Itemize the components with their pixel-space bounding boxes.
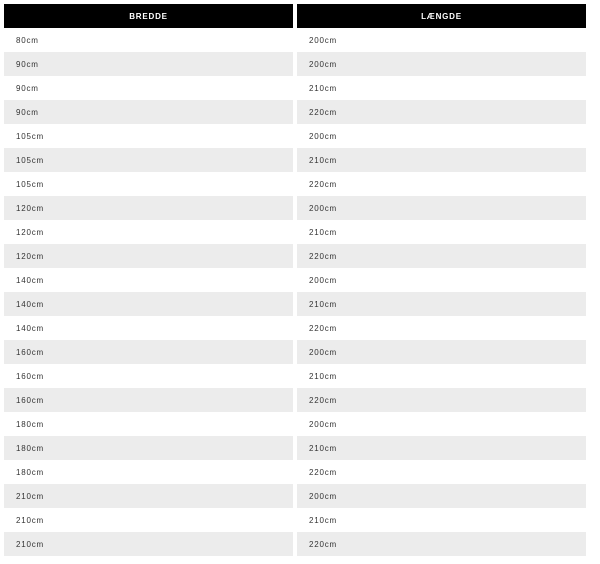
width-cell: 180cm <box>4 412 293 436</box>
table-header-row <box>4 4 586 28</box>
width-cell: 80cm <box>4 28 293 52</box>
width-cell: 120cm <box>4 244 293 268</box>
length-cell: 210cm <box>297 508 586 532</box>
table-row <box>4 316 586 340</box>
width-cell: 90cm <box>4 76 293 100</box>
width-cell: 210cm <box>4 532 293 556</box>
table-row <box>4 52 586 76</box>
width-cell: 120cm <box>4 196 293 220</box>
length-cell: 220cm <box>297 244 586 268</box>
table-row <box>4 388 586 412</box>
width-cell: 140cm <box>4 268 293 292</box>
table-row <box>4 436 586 460</box>
length-cell: 210cm <box>297 292 586 316</box>
table-row <box>4 532 586 556</box>
table-row <box>4 172 586 196</box>
width-cell: 210cm <box>4 508 293 532</box>
table-row <box>4 412 586 436</box>
length-cell: 200cm <box>297 340 586 364</box>
width-cell: 160cm <box>4 364 293 388</box>
length-cell: 220cm <box>297 316 586 340</box>
width-cell: 120cm <box>4 220 293 244</box>
width-cell: 160cm <box>4 388 293 412</box>
table-row <box>4 28 586 52</box>
table-row <box>4 244 586 268</box>
length-cell: 200cm <box>297 268 586 292</box>
table-row <box>4 124 586 148</box>
table-row <box>4 292 586 316</box>
table-row <box>4 76 586 100</box>
length-cell: 200cm <box>297 196 586 220</box>
length-cell: 220cm <box>297 172 586 196</box>
width-cell: 180cm <box>4 460 293 484</box>
table-row <box>4 340 586 364</box>
length-cell: 210cm <box>297 364 586 388</box>
length-cell: 220cm <box>297 388 586 412</box>
table-row <box>4 364 586 388</box>
width-cell: 160cm <box>4 340 293 364</box>
table-row <box>4 460 586 484</box>
table-row <box>4 220 586 244</box>
column-header-width: BREDDE <box>4 4 293 28</box>
width-cell: 105cm <box>4 172 293 196</box>
table-row <box>4 196 586 220</box>
table-row <box>4 508 586 532</box>
table-row <box>4 268 586 292</box>
width-cell: 180cm <box>4 436 293 460</box>
length-cell: 200cm <box>297 28 586 52</box>
width-cell: 90cm <box>4 52 293 76</box>
width-cell: 210cm <box>4 484 293 508</box>
width-cell: 90cm <box>4 100 293 124</box>
length-cell: 200cm <box>297 124 586 148</box>
width-cell: 140cm <box>4 292 293 316</box>
length-cell: 210cm <box>297 148 586 172</box>
length-cell: 220cm <box>297 460 586 484</box>
length-cell: 220cm <box>297 100 586 124</box>
length-cell: 210cm <box>297 220 586 244</box>
length-cell: 200cm <box>297 52 586 76</box>
table-row <box>4 484 586 508</box>
size-table <box>0 4 590 556</box>
table-row <box>4 100 586 124</box>
length-cell: 220cm <box>297 532 586 556</box>
width-cell: 140cm <box>4 316 293 340</box>
length-cell: 200cm <box>297 412 586 436</box>
table-row <box>4 148 586 172</box>
width-cell: 105cm <box>4 124 293 148</box>
width-cell: 105cm <box>4 148 293 172</box>
length-cell: 210cm <box>297 76 586 100</box>
column-header-length: LÆNGDE <box>297 4 586 28</box>
table-body <box>4 28 586 556</box>
length-cell: 200cm <box>297 484 586 508</box>
length-cell: 210cm <box>297 436 586 460</box>
